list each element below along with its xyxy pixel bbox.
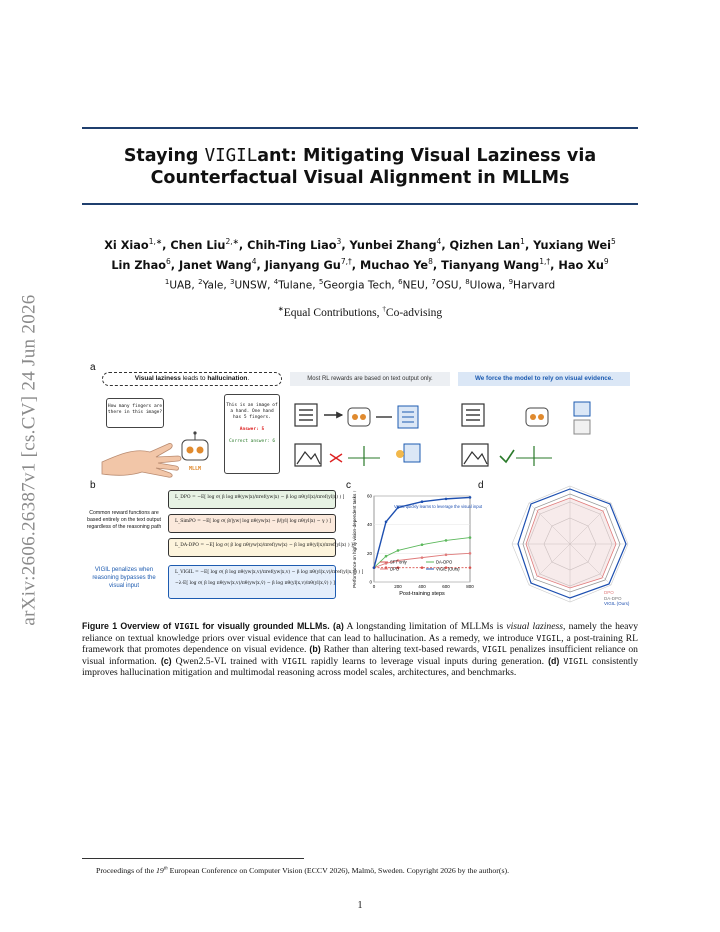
line-chart <box>348 490 483 610</box>
author-affil-sup: 2,∗ <box>225 237 239 246</box>
caption-vigil-3: VIGIL <box>282 655 307 666</box>
author-affil-sup: 4 <box>251 256 257 266</box>
data-point <box>373 566 376 569</box>
affil-name: UIowa <box>469 279 502 292</box>
affil-name: UAB <box>169 279 192 292</box>
data-point <box>421 566 424 569</box>
data-point <box>445 553 448 556</box>
caption-title-mono: VIGIL <box>174 621 200 631</box>
hallucination-bold: hallucination <box>207 375 248 382</box>
data-point <box>385 521 388 524</box>
data-point <box>421 556 424 559</box>
author-line-1: Xi Xiao$^{1,∗}$, Chen Liu$^{2,∗}$, Chih-Ting Liao$^3$, Yunbei Zhang$^4$, Qizhen Lan$^1$, Yuxiang Wei$^5$ <box>104 237 616 252</box>
caption-vigil-4: VIGIL <box>563 655 589 666</box>
legend-label: DPO <box>390 566 400 572</box>
x-tick-label: 600 <box>442 584 450 589</box>
page-number: 1 <box>357 900 363 911</box>
panel-label-b: b <box>90 480 96 491</box>
caption-d-tag: (d) <box>548 655 560 666</box>
caption-a-text2: , namely the heavy reliance on textual knowledge priors over visual evidence that can lead to hallucination. As a remedy, we introduce <box>82 621 639 644</box>
laziness-banner: Visual laziness leads to hallucination. <box>102 372 282 386</box>
rl-diagram <box>295 404 420 466</box>
paper-title <box>82 145 638 189</box>
advising-text: Co-advising <box>385 306 443 319</box>
radar-legend-dadpo: DA-DPO <box>604 595 622 601</box>
y-tick-label: 60 <box>366 493 372 499</box>
caption-vigil-1: VIGIL <box>536 632 562 643</box>
data-point <box>397 549 400 552</box>
common-reward-note: Common reward functions are based entirely on the text output regardless of the reasoning path <box>86 510 162 530</box>
equal-sym: ∗ <box>277 305 284 313</box>
data-point <box>469 552 472 555</box>
author-name: Chen Liu <box>170 238 226 252</box>
footnote-rule <box>82 858 304 859</box>
affil-sup: 8 <box>465 278 470 286</box>
legend-label: DA-DPO <box>436 559 453 565</box>
data-point <box>421 543 424 546</box>
caption-a-tag: (a) <box>329 621 344 631</box>
caption-c-text2: rapidly learns to leverage visual inputs during generation. <box>306 655 549 667</box>
footnote-sup: th <box>163 866 168 872</box>
arxiv-id: arXiv:2606.26387v1 [cs.CV] 24 Jun 2026 <box>19 294 40 626</box>
advising-sym: † <box>382 305 386 313</box>
author-affil-sup: 4 <box>436 237 442 246</box>
data-point <box>469 536 472 539</box>
vigil-penalty-note: VIGIL penalizes when reasoning bypasses the visual input <box>92 567 156 589</box>
laziness-mid: leads to <box>180 375 208 382</box>
affil-sup: 3 <box>230 278 235 286</box>
data-point <box>469 496 472 499</box>
eq-dpo: L_DPO = −E[ log σ( β log πθ(yw|x)/πref(yw|x) − β log πθ(yl|x)/πref(yl|x) ) ] <box>168 490 336 509</box>
affil-sup: 6 <box>398 278 403 286</box>
affiliations: $^1$UAB, $^2$Yale, $^3$UNSW, $^4$Tulane, $^5$Georgia Tech, $^6$NEU, $^7$OSU, $^8$UIowa, $^9$Harvard <box>164 278 556 292</box>
title-line1: ant: Mitigating Visual Laziness via <box>257 146 597 166</box>
y-tick-label: 0 <box>369 579 372 585</box>
affil-name: NEU <box>402 279 425 292</box>
x-axis-label: Post-training steps <box>399 591 445 597</box>
footnote <box>96 866 640 875</box>
question-box: How many fingers are there in this image? <box>106 398 164 428</box>
affil-sup: 9 <box>508 278 514 286</box>
author-name: Muchao Ye <box>359 258 429 272</box>
caption-b-text: Rather than altering text-based rewards, <box>320 644 483 656</box>
legend-label: SFT only <box>390 559 407 565</box>
affil-sup: 2 <box>198 278 203 286</box>
correct-label: Correct answer: 6 <box>228 439 276 444</box>
eq-da-dpo: L_DA-DPO = −E[ log σ( β log πθ(yw|x)/πref(yw|x) − β log πθ(yl|x)/πref(yl|x) ) ] <box>168 538 336 557</box>
caption-a-text3: , a post-training RL framework that promotes dependence on visual evidence. <box>82 632 638 656</box>
author-name: Hao Xu <box>558 258 604 272</box>
affil-sup: 1 <box>164 278 170 286</box>
y-tick-label: 20 <box>366 550 372 556</box>
panel-label-d: d <box>478 480 484 491</box>
title-mono: VIGIL <box>204 146 258 166</box>
equal-contrib-note <box>82 305 638 319</box>
author-affil-sup: 7,† <box>340 256 352 266</box>
author-name: Xi Xiao <box>104 238 149 252</box>
affil-name: UNSW <box>234 279 268 292</box>
chart-annotation: VIGIL quickly learns to leverage the visual input <box>394 504 483 509</box>
radar-legend-dpo: DPO <box>604 590 614 595</box>
author-affil-sup: 8 <box>428 256 433 266</box>
caption-fig: Figure 1 <box>82 621 118 631</box>
author-line-2: Lin Zhao$^6$, Janet Wang$^4$, Jianyang $Gu^{7,\dagger}$, Muchao Ye$^8$, Tianyang Wang$^{1,\dagger}$, Hao Xu$^9$ <box>111 256 609 272</box>
author-name: Yunbei Zhang <box>349 238 437 252</box>
data-point <box>445 498 448 501</box>
hand-illustration <box>102 443 181 477</box>
radar-legend <box>604 590 629 607</box>
answer-intro: This is an image of a hand. One hand has 5 fingers. <box>226 403 278 420</box>
arxiv-stamp <box>8 250 52 670</box>
caption-c-tag: (c) <box>160 655 172 666</box>
answer-label: Answer: 5 <box>239 427 265 432</box>
author-affil-sup: 1,∗ <box>148 237 163 246</box>
radar-chart <box>512 486 628 602</box>
caption-title-post: for visually grounded MLLMs. <box>199 621 330 631</box>
author-name: Yuxiang Wei <box>533 238 612 252</box>
affil-sup: 5 <box>318 278 324 286</box>
title-pre: Staying <box>123 146 205 166</box>
data-point <box>469 566 472 569</box>
caption-c-text: Qwen2.5-VL trained with <box>171 655 283 667</box>
x-tick-label: 200 <box>394 584 402 589</box>
equal-text: Equal Contributions, <box>283 306 383 319</box>
eq-vigil-line1: L_VIGIL = −E[ log σ( β log πθ(yw|x,v)/πref(yw|x,v) − β log πθ(yl|x,v)/πref(yl|x,v) ) ] <box>175 570 364 575</box>
caption-b-text2: penalizes insufficient reliance on visual information. <box>82 644 638 667</box>
caption-a-text: A longstanding limitation of MLLMs is <box>343 621 507 632</box>
data-point <box>445 539 448 542</box>
x-tick-label: 400 <box>418 584 426 589</box>
caption-a-ital: visual laziness <box>506 621 563 632</box>
footnote-nth: 19 <box>155 866 164 875</box>
data-point <box>421 500 424 503</box>
author-list <box>82 234 638 274</box>
footnote-pre: Proceedings of the <box>96 866 156 875</box>
eq-simpo: L_SimPO = −E[ log σ( β/|yw| log πθ(yw|x) − β/|yl| log πθ(yl|x) − γ ) ] <box>168 514 336 533</box>
author-name: Lin Zhao <box>111 258 166 272</box>
affil-name: Harvard <box>513 279 556 292</box>
caption-vigil-2: VIGIL <box>482 644 507 655</box>
data-point <box>385 555 388 558</box>
affil-name: Tulane <box>278 279 313 292</box>
affil-name: Yale <box>202 279 224 292</box>
x-tick-label: 0 <box>372 584 376 589</box>
title-rule-bottom <box>82 203 638 205</box>
figure-1 <box>80 362 640 612</box>
affil-name: Georgia Tech <box>323 279 392 292</box>
author-affil-sup: 5 <box>611 237 616 246</box>
eq-vigil <box>168 565 364 599</box>
svg-text:MLLM: MLLM <box>188 466 202 472</box>
title-rule-top <box>82 127 638 129</box>
legend-label: VIGIL (Ours) <box>436 566 460 572</box>
rl-banner: Most RL rewards are based on text output only. <box>290 372 450 386</box>
caption-d-text: consistently improves hallucination mitigation and multimodal reasoning across model scales, architectures, and benchmarks. <box>82 655 639 679</box>
affil-sup: 4 <box>273 278 279 286</box>
footnote-post: European Conference on Computer Vision (ECCV 2026), Malmö, Sweden. Copyright 2026 by the author(s). <box>167 866 510 875</box>
y-axis-label: Performance on highly vision-dependent tasks ↑ <box>352 490 357 588</box>
affil-name: OSU <box>435 279 459 292</box>
affil-sup: 7 <box>431 278 436 286</box>
panel-label-a: a <box>90 362 96 373</box>
author-affil-sup: 9 <box>603 256 609 266</box>
radar-legend-vigil: VIGIL (Ours) <box>604 601 630 606</box>
y-tick-label: 40 <box>366 522 372 528</box>
author-affil-sup: 3 <box>336 237 342 246</box>
caption-title-pre: Overview of <box>117 621 175 631</box>
eq-vigil-line2: −λ·E[ log σ( β log πθ(yw|x,v)/πθ(yw|x,ṽ) − β log πθ(yl|x,v)/πθ(yl|x,ṽ) ) ] <box>175 581 335 586</box>
author-name: Chih-Ting Liao <box>247 238 337 252</box>
author-affil-sup: 1 <box>520 237 525 246</box>
author-name: Tianyang Wang <box>441 258 540 272</box>
author-affil-sup: 1,† <box>539 256 551 266</box>
title-line2: Counterfactual Visual Alignment in MLLMs <box>150 168 570 188</box>
robot-icon <box>182 431 208 460</box>
laziness-bold: Visual laziness <box>134 375 181 382</box>
force-banner: We force the model to rely on visual evidence. <box>458 372 630 386</box>
author-name: Qizhen Lan <box>449 238 521 252</box>
panel-label-c: c <box>346 480 351 491</box>
caption-b-tag: (b) <box>309 644 321 655</box>
author-name: Janet Wang <box>179 258 252 272</box>
author-name: Jianyang Gu <box>264 258 341 272</box>
figure-caption <box>82 621 638 679</box>
x-tick-label: 800 <box>466 584 474 589</box>
author-affil-sup: 6 <box>165 256 171 266</box>
vigil-diagram <box>462 402 590 466</box>
